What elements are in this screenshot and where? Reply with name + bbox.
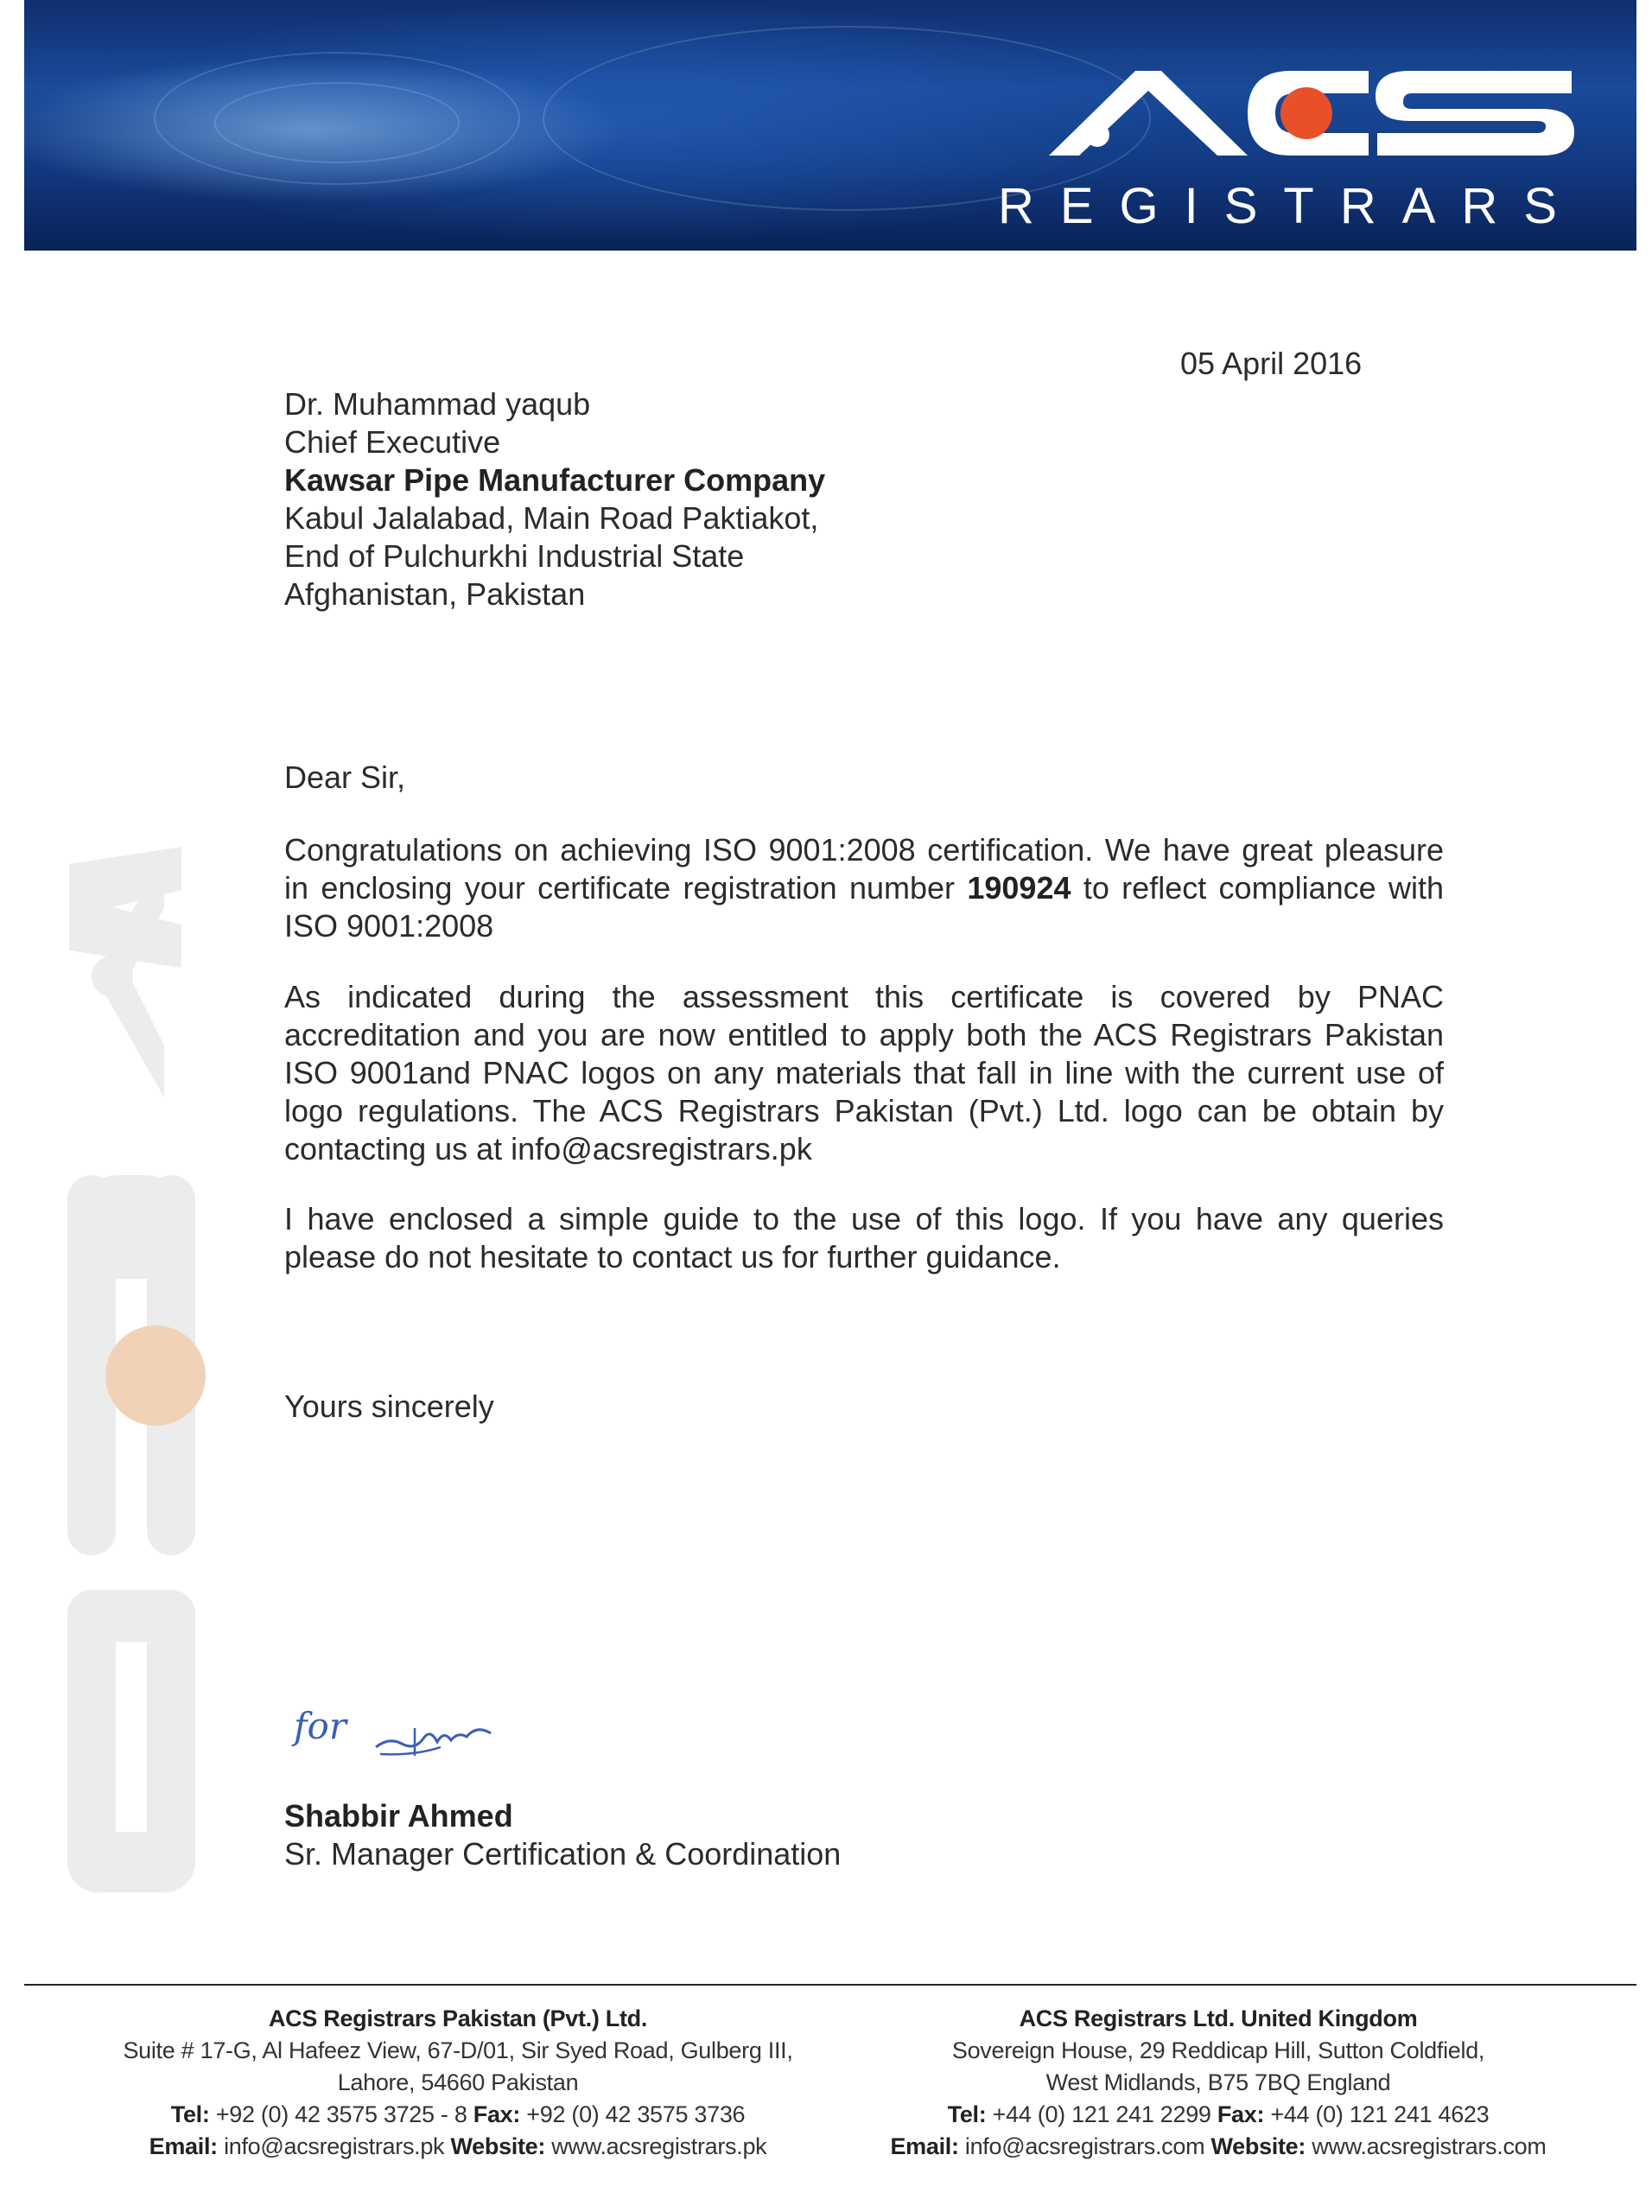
- letter-date: 05 April 2016: [1180, 346, 1363, 381]
- paragraph-congratulations: [284, 831, 1444, 945]
- signature-text: for: [294, 1705, 346, 1747]
- recipient-company: Kawsar Pipe Manufacturer Company: [284, 462, 826, 498]
- paragraph-logo-guide: I have enclosed a simple guide to the use of this logo. If you have any queries please do not hesitate to contact us for further guidance.: [284, 1201, 1444, 1274]
- signatory-name: Shabbir Ahmed: [284, 1798, 513, 1834]
- website-url: www.acsregistrars.pk: [551, 2133, 767, 2159]
- recipient-name: Dr. Muhammad yaqub: [284, 386, 591, 422]
- tel-number: +92 (0) 42 3575 3725 - 8: [215, 2101, 467, 2127]
- paragraph-text: to reflect compliance with ISO 9001:2008: [284, 870, 1444, 944]
- footer-divider: [24, 1984, 1636, 1986]
- footer-uk-office: [847, 2003, 1590, 2163]
- footer-pakistan-office: [86, 2003, 829, 2163]
- website-label: Website:: [450, 2133, 546, 2159]
- website-url: www.acsregistrars.com: [1312, 2133, 1547, 2159]
- email-address: info@acsregistrars.com: [964, 2133, 1205, 2159]
- office-name: ACS Registrars Ltd. United Kingdom: [1019, 2005, 1418, 2031]
- recipient-address-line: End of Pulchurkhi Industrial State: [284, 538, 745, 574]
- email-label: Email:: [149, 2133, 218, 2159]
- paragraph-accreditation: As indicated during the assessment this certificate is covered by PNAC accreditation and you are now entitled to apply both the ACS Registrars Pakistan ISO 9001and PNAC logos on any materials that fall in line with the current use of logo regulations. The ACS Registrars Pakistan (Pvt.) Ltd. logo can be obtain by contacting us at info@acsregistrars.pk: [284, 979, 1444, 1166]
- email-address: info@acsregistrars.pk: [224, 2133, 445, 2159]
- fax-number: +44 (0) 121 241 4623: [1270, 2101, 1490, 2127]
- office-name: ACS Registrars Pakistan (Pvt.) Ltd.: [268, 2005, 648, 2031]
- website-label: Website:: [1210, 2133, 1306, 2159]
- signatory-title: Sr. Manager Certification & Coordination: [284, 1836, 842, 1872]
- fax-label: Fax:: [1217, 2101, 1265, 2127]
- tel-label: Tel:: [170, 2101, 210, 2127]
- recipient-address-line: Afghanistan, Pakistan: [284, 576, 586, 612]
- office-address: West Midlands, B75 7BQ England: [1045, 2069, 1391, 2095]
- tel-label: Tel:: [947, 2101, 987, 2127]
- letterhead-banner: [24, 0, 1636, 251]
- paragraph-text: Congratulations on achieving ISO 9001:2008 certification. We have great pleasure in enclosing your certificate registration number: [284, 832, 1444, 906]
- recipient-title: Chief Executive: [284, 424, 501, 460]
- office-phone-fax: [86, 2099, 829, 2131]
- registration-number: 190924: [967, 870, 1071, 906]
- fax-number: +92 (0) 42 3575 3736: [526, 2101, 746, 2127]
- office-email-web: [847, 2131, 1590, 2163]
- handwritten-signature: [285, 1694, 527, 1771]
- recipient-address-line: Kabul Jalalabad, Main Road Paktiakot,: [284, 500, 819, 536]
- office-phone-fax: [847, 2099, 1590, 2131]
- email-label: Email:: [890, 2133, 959, 2159]
- logo-tagline: REGISTRARS: [997, 178, 1583, 234]
- water-ripple: [214, 82, 460, 163]
- office-address: Sovereign House, 29 Reddicap Hill, Sutton Coldfield,: [951, 2037, 1485, 2063]
- tel-number: +44 (0) 121 241 2299: [992, 2101, 1211, 2127]
- acs-logo: [1032, 60, 1585, 164]
- office-email-web: [86, 2131, 829, 2163]
- office-address: Suite # 17-G, Al Hafeez View, 67-D/01, Sir Syed Road, Gulberg III,: [123, 2037, 793, 2063]
- acs-watermark-logo: [52, 830, 225, 1936]
- closing: Yours sincerely: [284, 1389, 494, 1424]
- salutation: Dear Sir,: [284, 760, 406, 795]
- fax-label: Fax:: [473, 2101, 521, 2127]
- office-address: Lahore, 54660 Pakistan: [337, 2069, 579, 2095]
- signatory-block: [284, 1797, 841, 1873]
- recipient-address-block: [284, 385, 825, 613]
